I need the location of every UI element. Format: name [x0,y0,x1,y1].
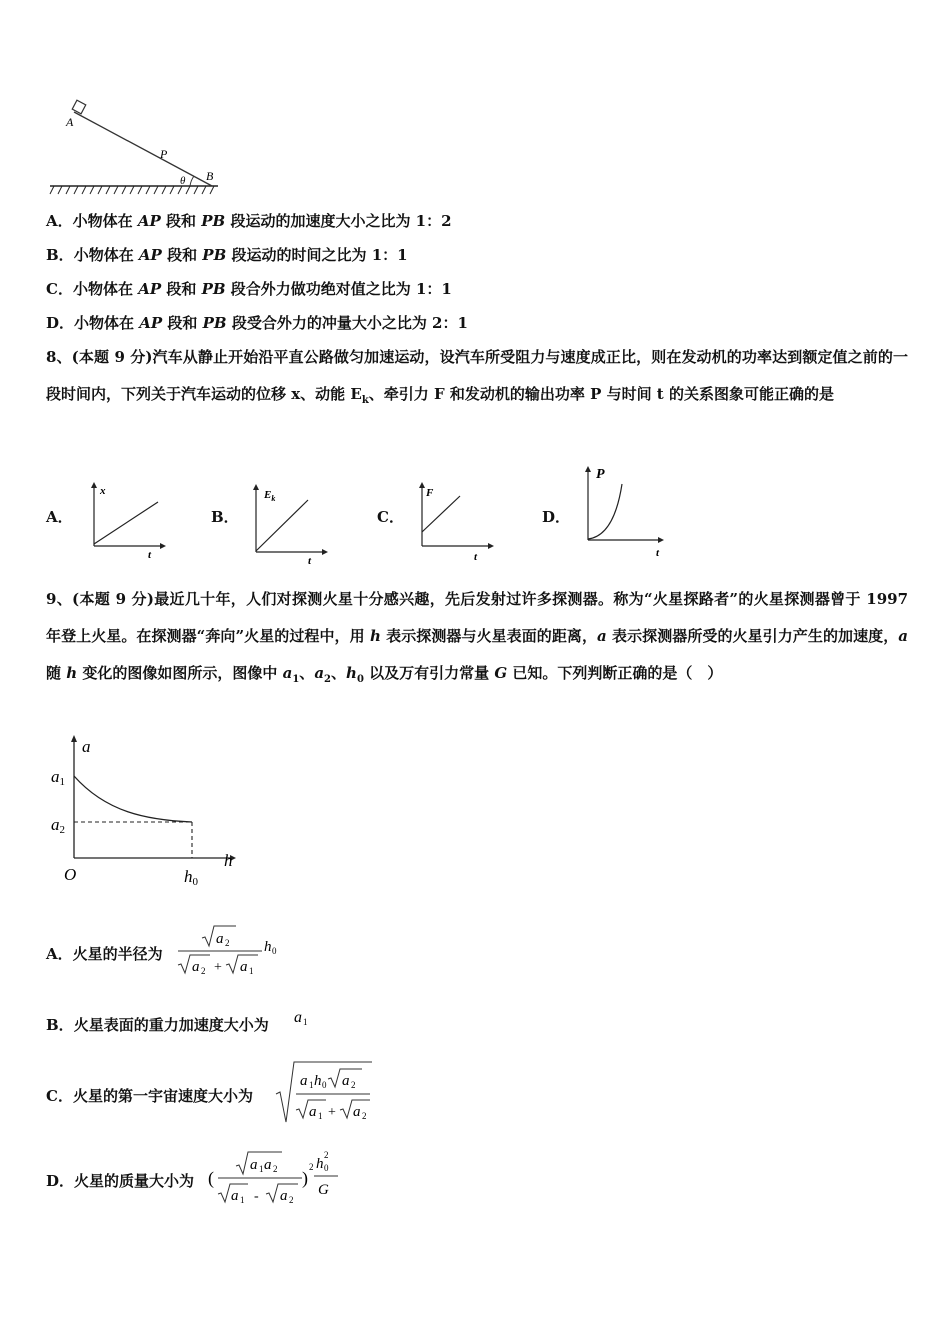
q9-formula-b [290,1004,320,1032]
graph-c-xlabel: t [474,551,478,563]
q9-y-axis-label: a [82,737,91,756]
svg-text:1: 1 [249,966,254,976]
q7-option-d[interactable]: D．小物体在 AP 段和 PB 段受合外力的冲量大小之比为 2：1 [46,314,468,332]
q8-graph-d[interactable] [578,462,668,562]
graph-d-ylabel: P [596,467,605,482]
q9-stem: 9、(本题 9 分)最近几十年，人们对探测火星十分感兴趣，先后发射过许多探测器。称为“火星探路者”的火星探测器曾于 1997 年登上火星。在探测器“奔向”火星的过程中，用 h 表示探测器与火星表面的距离，a 表示探测器所受的火星引力产生的加速度，a 随 h 变化的图像如图所示，图像中 $a_1$、$a_2$、$h_0$ 以及万有引力常量 G 已知。下列判断正确的是（ ） [46,590,909,685]
svg-text:2: 2 [273,1164,278,1174]
svg-text:a: a [264,1157,272,1173]
svg-text:0: 0 [324,1163,329,1173]
svg-text:h: h [264,939,272,955]
svg-text:a: a [240,959,248,975]
svg-text:2: 2 [201,966,206,976]
label-P: P [160,147,168,161]
graph-a-ylabel: x [100,485,106,497]
svg-text:0: 0 [272,946,277,956]
q9-x-axis-label: h [224,851,233,870]
svg-text:1: 1 [309,1080,314,1090]
q8-option-b-label[interactable]: B． [211,508,239,526]
q9-formula-c [274,1058,374,1128]
svg-text:1: 1 [240,1195,245,1205]
graph-a-line [94,502,158,544]
graph-b-line [256,500,308,551]
graph-a-xlabel: t [148,549,152,560]
svg-text:0: 0 [322,1080,327,1090]
svg-text:a: a [353,1104,361,1120]
svg-text:h: h [314,1073,322,1089]
q8-graph-a[interactable] [84,480,170,560]
q9-curve [74,776,192,822]
svg-text:1: 1 [259,1164,264,1174]
graph-d-xlabel: t [656,547,660,559]
svg-text:2: 2 [225,938,230,948]
q9-h0-label: h0 [184,867,198,888]
q8-graph-b[interactable] [246,482,332,566]
q8-option-d-label[interactable]: D． [542,508,571,526]
svg-text:a: a [342,1073,350,1089]
q9-a1-label: a1 [51,767,65,788]
q9-option-c[interactable]: C．火星的第一宇宙速度大小为 [46,1087,253,1105]
label-A: A [66,115,74,129]
svg-text:a: a [309,1104,317,1120]
svg-text:2: 2 [289,1195,294,1205]
graph-b-xlabel: t [308,555,312,566]
q7-option-c[interactable]: C．小物体在 AP 段和 PB 段合外力做功绝对值之比为 1：1 [46,280,452,298]
svg-text:1: 1 [303,1017,308,1027]
q9-formula-d [208,1144,348,1210]
q7-option-b[interactable]: B．小物体在 AP 段和 PB 段运动的时间之比为 1：1 [46,246,408,264]
svg-text:2: 2 [324,1150,329,1160]
svg-text:2: 2 [309,1162,314,1172]
svg-text:a: a [280,1188,288,1204]
q9-option-a[interactable]: A．火星的半径为 [46,945,163,963]
label-B: B [206,169,214,183]
q8-option-c-label[interactable]: C． [377,508,404,526]
q9-graph [46,732,246,892]
label-theta: θ [180,175,186,187]
svg-text:(: ( [208,1168,214,1188]
incline-line [74,112,212,186]
graph-b-ylabel: $E_k$ [264,489,276,503]
graph-c-ylabel: F [426,487,434,499]
graph-c-line [422,496,460,532]
svg-text:G: G [318,1182,329,1198]
svg-text:+: + [328,1105,336,1120]
graph-d-curve [588,484,622,539]
q9-formula-a [176,918,286,980]
svg-text:2: 2 [362,1111,367,1121]
svg-text:a: a [231,1188,239,1204]
svg-text:2: 2 [351,1080,356,1090]
svg-text:a: a [294,1009,302,1026]
svg-text:a: a [300,1073,308,1089]
incline-figure [44,98,224,198]
q9-option-b[interactable]: B．火星表面的重力加速度大小为 [46,1016,269,1034]
svg-text:h: h [316,1156,324,1172]
q9-option-d[interactable]: D．火星的质量大小为 [46,1172,195,1190]
q8-stem: 8、(本题 9 分)汽车从静止开始沿平直公路做匀加速运动，设汽车所受阻力与速度成正比，则在发动机的功率达到额定值之前的一段时间内，下列关于汽车运动的位移 x、动能 $E_k$、牵引力 F 和发动机的输出功率 P 与时间 t 的关系图象可能正确的是 [46,348,909,406]
svg-text:-: - [254,1189,259,1204]
q9-origin-label: O [64,865,77,884]
q8-option-a-label[interactable]: A． [46,508,73,526]
q7-option-a[interactable]: A．小物体在 AP 段和 PB 段运动的加速度大小之比为 1：2 [46,212,452,230]
svg-text:a: a [250,1157,258,1173]
svg-text:1: 1 [318,1111,323,1121]
q8-graph-c[interactable] [412,480,498,564]
svg-text:a: a [192,959,200,975]
q9-a2-label: a2 [51,815,65,836]
svg-text:a: a [216,931,224,947]
svg-text:): ) [302,1168,308,1188]
svg-text:+: + [214,960,222,975]
